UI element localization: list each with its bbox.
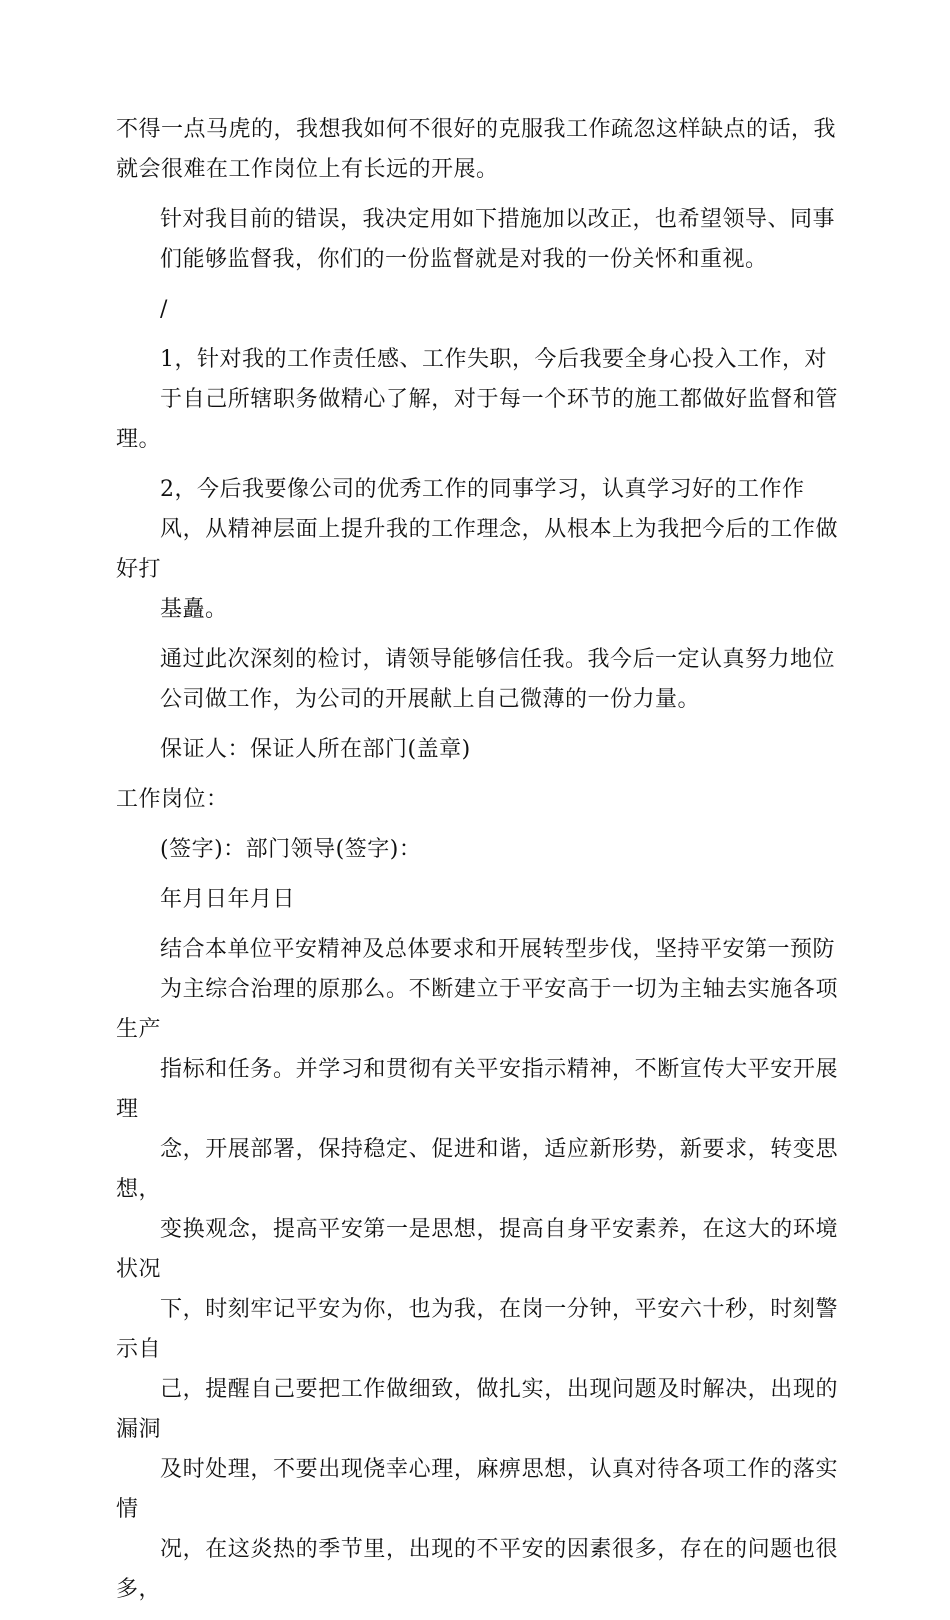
paragraph-2 xyxy=(116,200,838,280)
paragraph-line: 通过此次深刻的检讨，请领导能够信任我。我今后一定认真努力地位 xyxy=(160,647,836,672)
paragraph-line: 下，时刻牢记平安为你，也为我，在岗一分钟，平安六十秒，时刻警示自 xyxy=(116,1297,838,1362)
document-body xyxy=(116,110,838,1620)
paragraph-line: 2，今后我要像公司的优秀工作的同事学习，认真学习好的工作作 xyxy=(160,477,805,502)
paragraph-5-item-2 xyxy=(116,470,838,630)
paragraph-line: 保证人：保证人所在部门(盖章) xyxy=(160,737,471,762)
paragraph-line: 变换观念，提高平安第一是思想，提高自身平安素养，在这大的环境状况 xyxy=(116,1217,838,1282)
paragraph-line: 公司做工作，为公司的开展献上自己微薄的一份力量。 xyxy=(160,687,701,712)
paragraph-line: 不得一点马虎的，我想我如何不很好的克服我工作疏忽这样缺点的话，我 xyxy=(116,117,837,142)
paragraph-line: 指标和任务。并学习和贯彻有关平安指示精神，不断宣传大平安开展理 xyxy=(116,1057,838,1122)
paragraph-line: 就会很难在工作岗位上有长远的开展。 xyxy=(116,157,499,182)
paragraph-line: 1，针对我的工作责任感、工作失职，今后我要全身心投入工作，对 xyxy=(160,347,827,372)
paragraph-line: (签字)：部门领导(签字)： xyxy=(160,837,422,862)
paragraph-line: 风，从精神层面上提升我的工作理念，从根本上为我把今后的工作做好打 xyxy=(116,517,838,582)
paragraph-1 xyxy=(116,110,838,190)
date-line xyxy=(116,880,838,920)
paragraph-line: / xyxy=(160,297,168,322)
paragraph-line: 及时处理，不要出现侥幸心理，麻痹思想，认真对待各项工作的落实情 xyxy=(116,1457,838,1522)
paragraph-line: 工作岗位： xyxy=(116,787,229,812)
guarantor-line xyxy=(116,730,838,770)
paragraph-line: 针对我目前的错误，我决定用如下措施加以改正，也希望领导、同事 xyxy=(160,207,836,232)
job-position-line xyxy=(116,780,838,820)
paragraph-line: 年月日年月日 xyxy=(160,887,296,912)
paragraph-3-slash xyxy=(116,290,838,330)
paragraph-4-item-1 xyxy=(116,340,838,460)
paragraph-safety xyxy=(116,930,838,1610)
signature-line xyxy=(116,830,838,870)
paragraph-line: 念，开展部署，保持稳定、促进和谐，适应新形势，新要求，转变思想， xyxy=(116,1137,838,1202)
paragraph-line: 结合本单位平安精神及总体要求和开展转型步伐，坚持平安第一预防 xyxy=(160,937,836,962)
paragraph-line: 基矗。 xyxy=(160,597,228,622)
paragraph-6 xyxy=(116,640,838,720)
paragraph-line: 况，在这炎热的季节里，出现的不平安的因素很多，存在的问题也很多， xyxy=(116,1537,838,1602)
paragraph-line: 己，提醒自己要把工作做细致，做扎实，出现问题及时解决，出现的漏洞 xyxy=(116,1377,838,1442)
paragraph-line: 于自己所辖职务做精心了解，对于每一个环节的施工都做好监督和管理。 xyxy=(116,387,838,452)
paragraph-line: 们能够监督我，你们的一份监督就是对我的一份关怀和重视。 xyxy=(160,247,768,272)
paragraph-line: 为主综合治理的原那么。不断建立于平安高于一切为主轴去实施各项生产 xyxy=(116,977,838,1042)
